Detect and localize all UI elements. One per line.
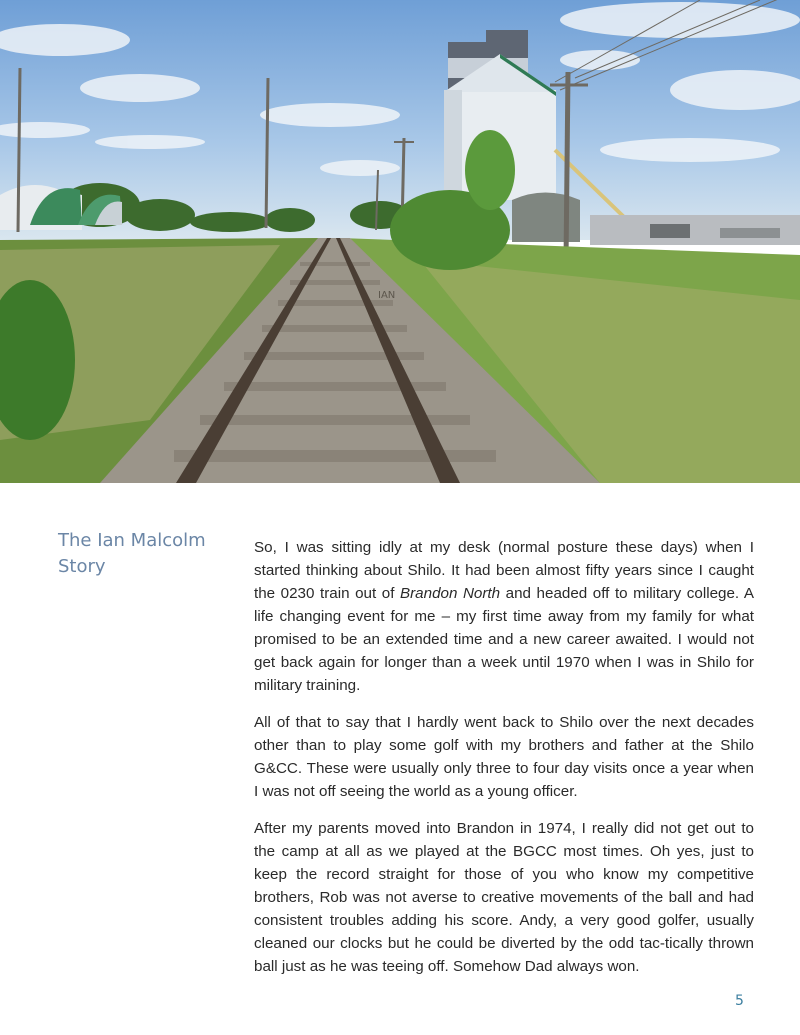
paragraph-1-after: and headed off to military college. A life changing event for me – my first time away from my family for what promised to be an extended time and a new career awaited. I would not get back again for longer than a week until 1970 when I was in Shilo for military training.	[254, 585, 754, 694]
paragraph-1-emphasis: Brandon North	[399, 585, 501, 602]
paragraph-1	[254, 536, 754, 697]
photo-sign-text: IAN	[378, 290, 396, 301]
railway-photo	[0, 0, 800, 483]
town-buildings	[590, 215, 800, 245]
paragraph-1-before: So, I was sitting idly at my desk (normal posture these days) when I started thinking about Shilo. It had been almost fifty years since I caught the 0230 train out of	[254, 539, 754, 602]
paragraph-3: After my parents moved into Brandon in 1974, I really did not get out to the camp at all as we played at the BGCC most times. Oh yes, just to keep the record straight for those of you who know my competitive brothers, Rob was not averse to creative movements of the ball and had consistent troubles adding his score. Andy, a very good golfer, usually cleaned our clocks but he could be diverted by the odd tac-tically thrown ball just as he was teeing off. Somehow Dad always won.	[254, 820, 754, 975]
paragraph-2: All of that to say that I hardly went back to Shilo over the next decades other than to play some golf with my brothers and father at the Shilo G&CC. These were usually only three to four day visits once a year when I was not off seeing the world as a young officer.	[254, 714, 754, 800]
page-number: 5	[735, 993, 744, 1009]
story-body	[254, 536, 754, 992]
story-title: The Ian Malcolm Story	[58, 530, 206, 577]
